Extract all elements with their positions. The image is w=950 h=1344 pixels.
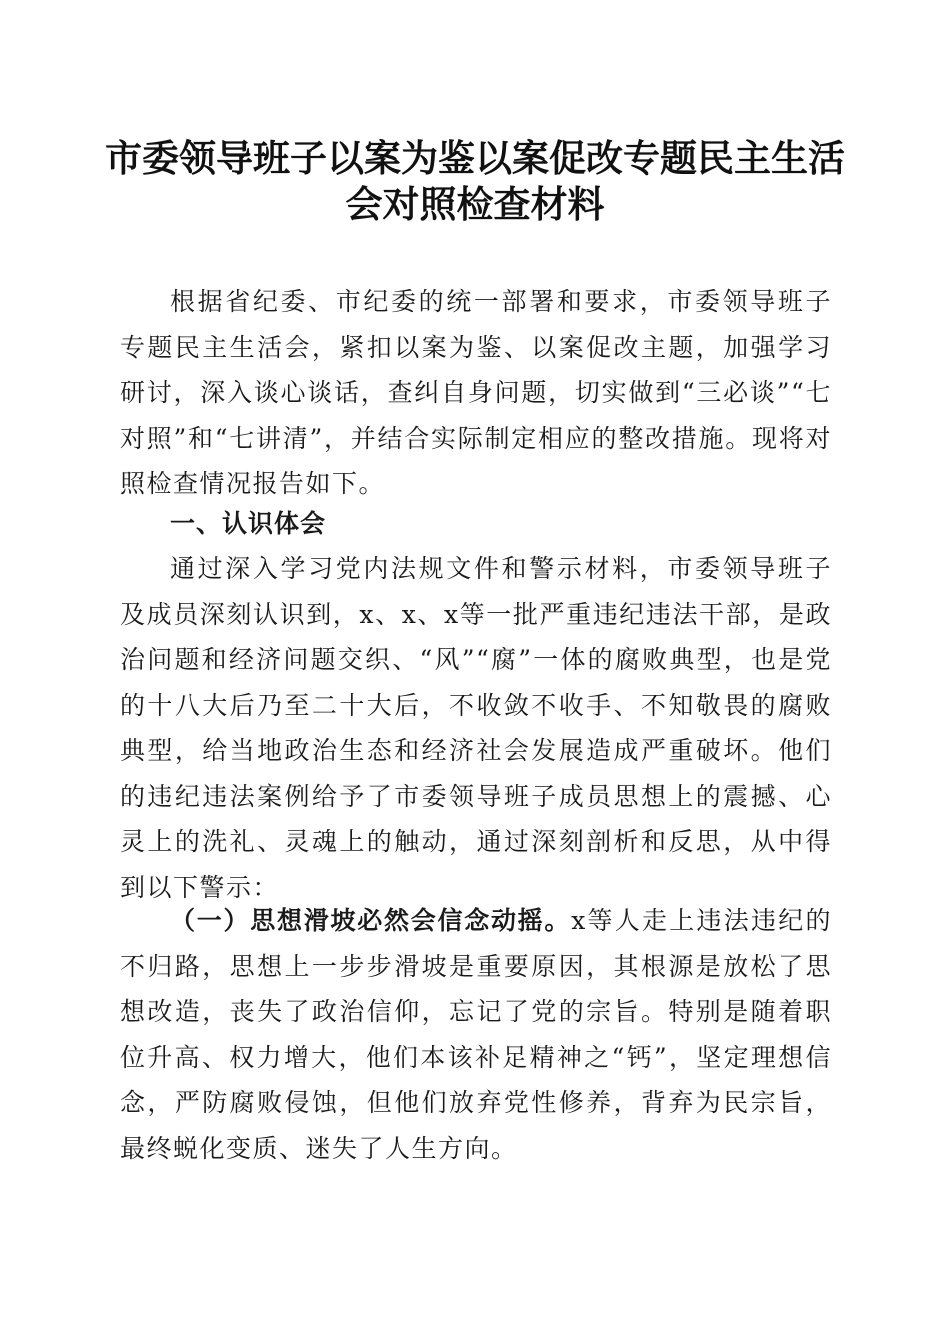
subsection-1-paragraph — [120, 898, 832, 1171]
section-1-heading: 一、认识体会 — [170, 509, 327, 538]
document-title — [100, 136, 850, 228]
subsection-1-text: x等人走上违法违纪的不归路，思想上一步步滑坡是重要原因，其根源是放松了思想改造，丧失了政治信仰，忘记了党的宗旨。特别是随着职位升高、权力增大，他们本该补足精神之“钙”，坚定理想信念，严防腐败侵蚀，但他们放弃党性修养，背弃为民宗旨，最终蜕化变质、迷失了人生方向。 — [120, 906, 832, 1163]
intro-paragraph: 根据省纪委、市纪委的统一部署和要求，市委领导班子专题民主生活会，紧扣以案为鉴、以案促改主题，加强学习研讨，深入谈心谈话，查纠自身问题，切实做到“三必谈”“七对照”和“七讲清”，并结合实际制定相应的整改措施。现将对照检查情况报告如下。 — [120, 287, 832, 498]
section-1-paragraph: 通过深入学习党内法规文件和警示材料，市委领导班子及成员深刻认识到，x、x、x等一批严重违纪违法干部，是政治问题和经济问题交织、“风”“腐”一体的腐败典型，也是党的十八大后乃至二十大后，不收敛不收手、不知敬畏的腐败典型，给当地政治生态和经济社会发展造成严重破坏。他们的违纪违法案例给予了市委领导班子成员思想上的震撼、心灵上的洗礼、灵魂上的触动，通过深刻剖析和反思，从中得到以下警示： — [120, 554, 832, 902]
subsection-1-lead: （一）思想滑坡必然会信念动摇。 — [170, 906, 572, 935]
title-line-1: 市委领导班子以案为鉴以案促改专题民主生活 — [105, 137, 845, 180]
title-line-2: 会对照检查材料 — [345, 183, 605, 226]
